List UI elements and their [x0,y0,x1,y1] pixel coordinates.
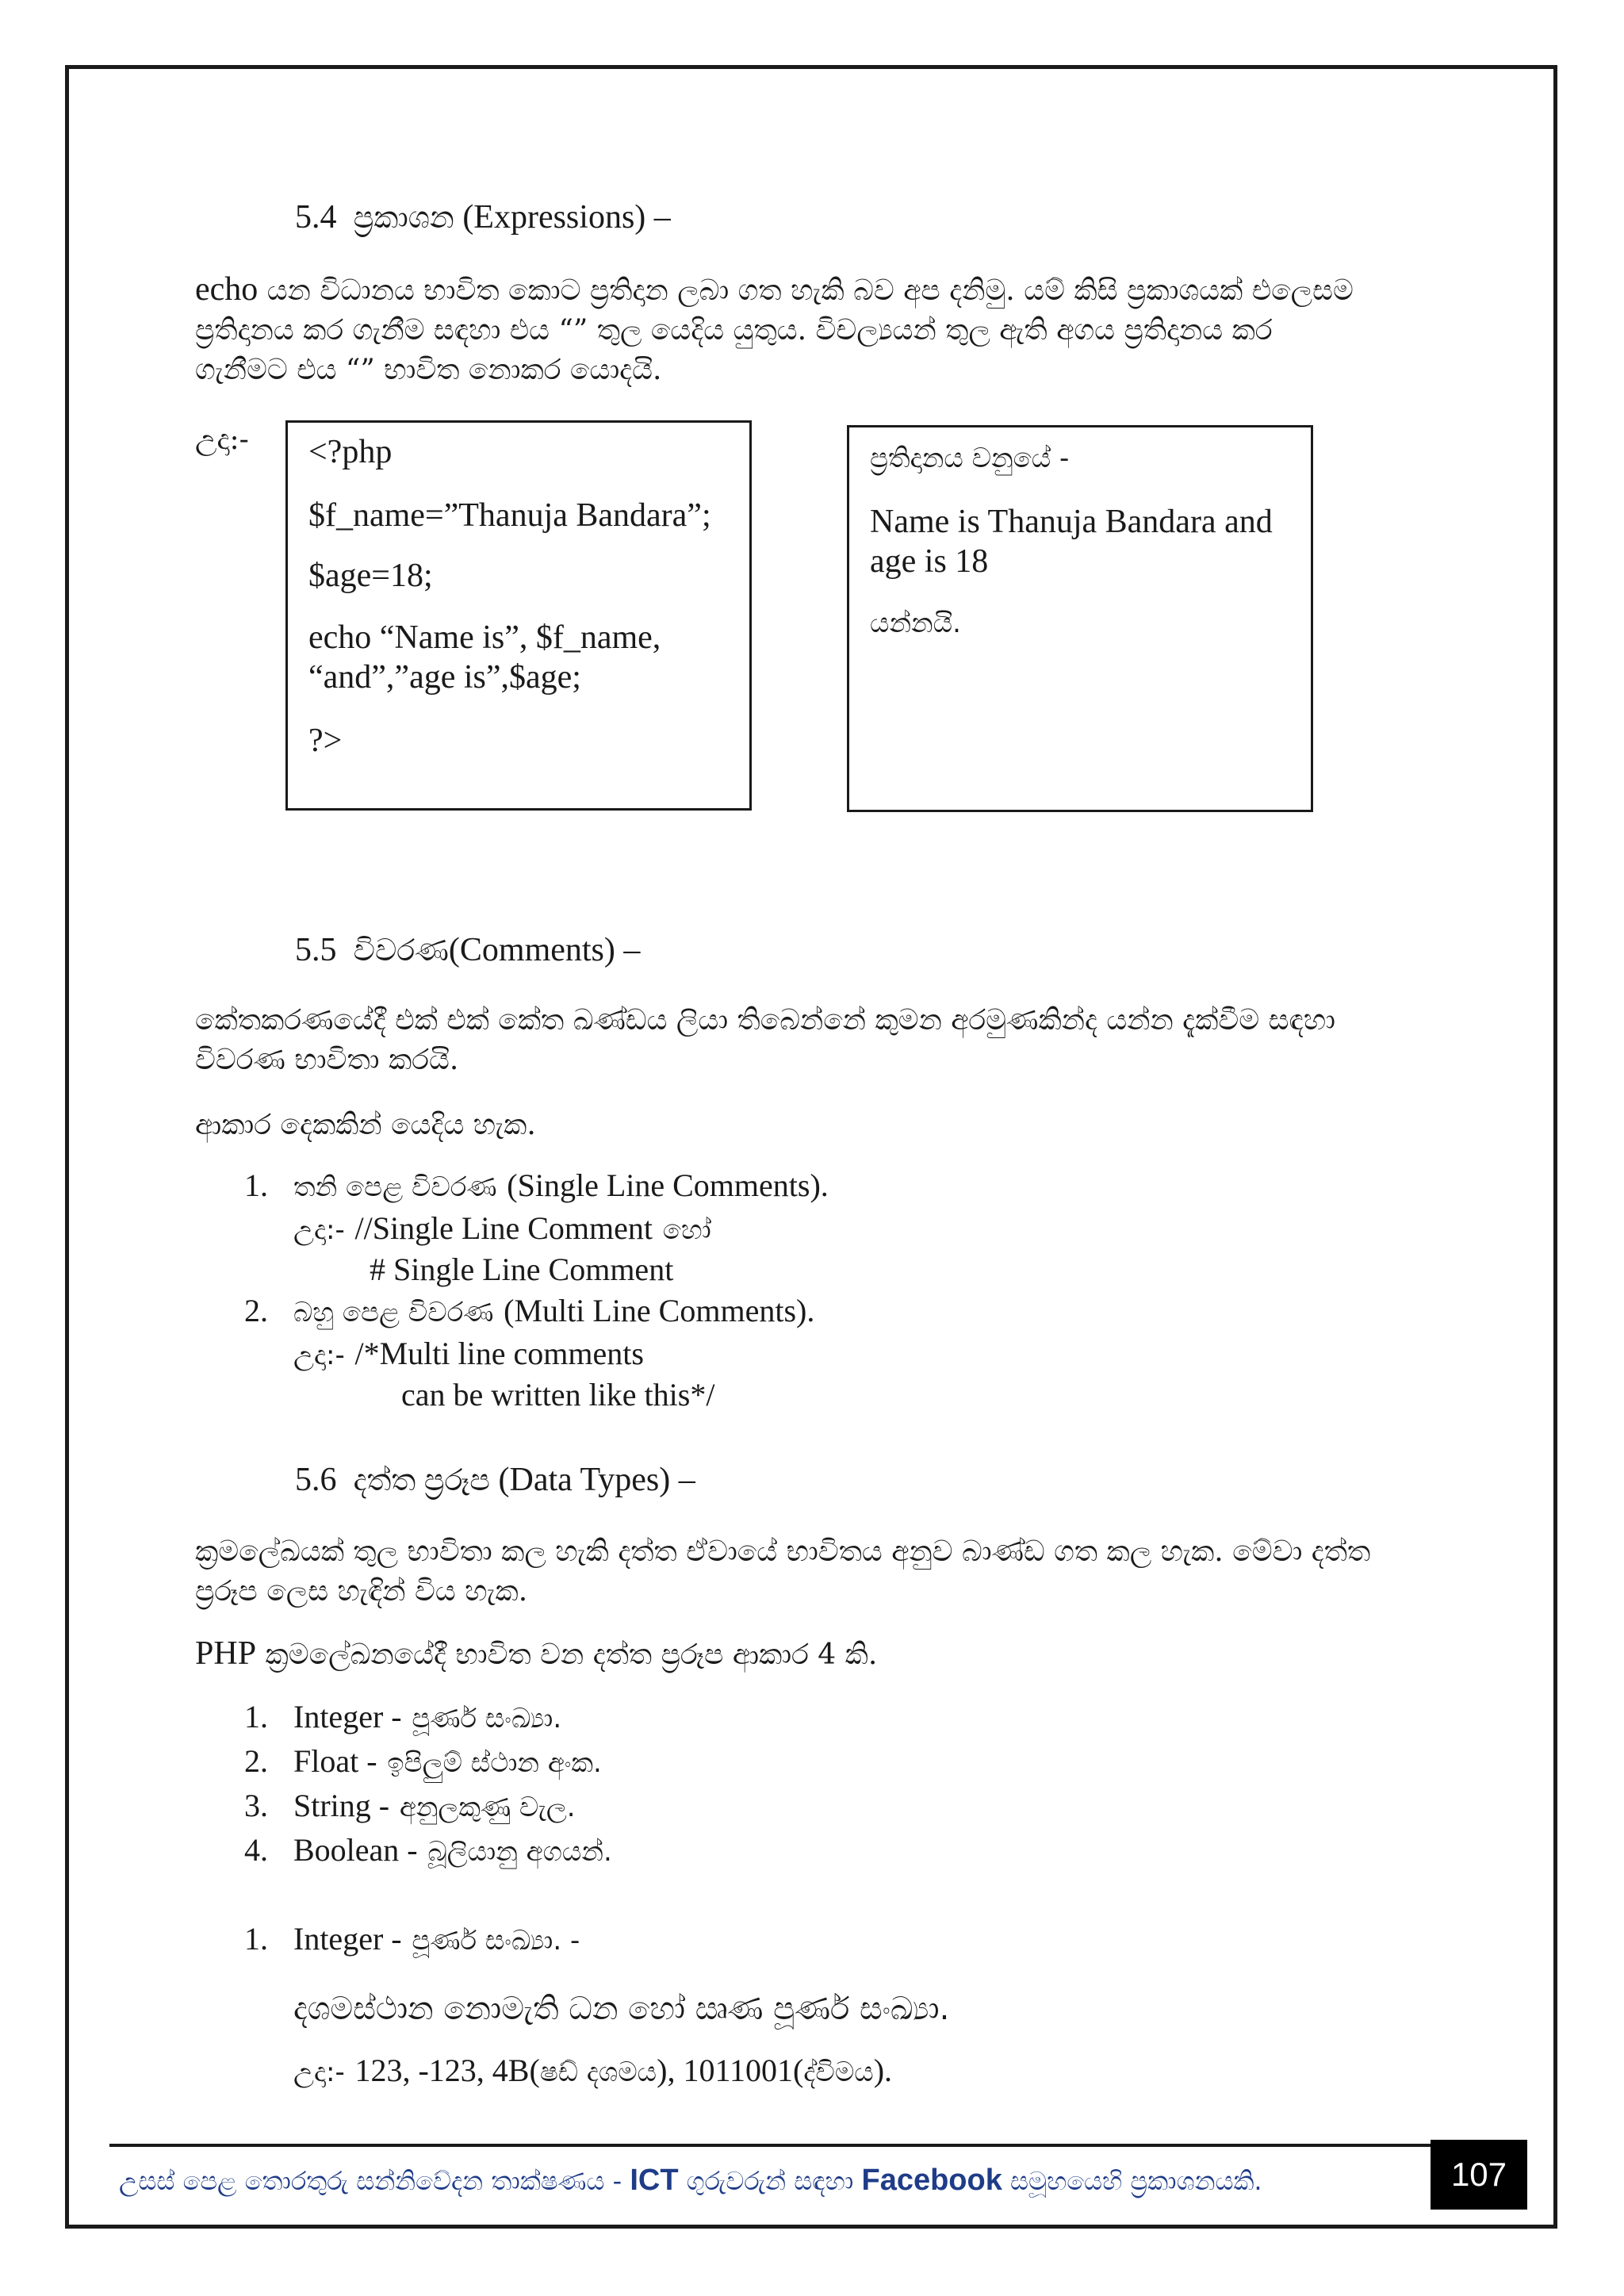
example-line: can be written like this*/ [401,1377,715,1412]
output-text: Name is Thanuja Bandara and [870,504,1273,540]
example-line: උදා:- //Single Line Comment හෝ [293,1210,711,1246]
integer-example: උදා:- 123, -123, 4B(ෂඩ් දශමය), 1011001(ද්විමය). [293,2053,893,2088]
example-line: # Single Line Comment [370,1251,674,1287]
example-line: උදා:- /*Multi line comments [293,1336,644,1371]
code-line: echo “Name is”, $f_name, [308,619,661,656]
section-5-4-paragraph: echo යන විධානය භාවිත කොට ප්‍රතිදාන ලබා ගත හැකි බව අප දනිමු. යම් කිසි ප්‍රකාශයක් එලෙසම ප්‍රතිදානය කර ගැනීම සඳහා එය “” තුල යෙදිය යුතුය. විචල්‍යයන් තුල ඇති අගය ප්‍රතිදානය කර ගැනීමට එය “” භාවිත නොකර යොදයි. [195,271,1354,386]
integer-detail-text: දශමස්ථාන නොමැති ධන හෝ ඍණ පූර්ණ සංඛ්‍යා. [293,1991,950,2027]
footer-text: උසස් පෙළ තොරතුරු සන්නිවේදන තාක්ෂණය - ICT ගුරුවරුන් සඳහා Facebook සමූහයෙහි ප්‍රකාශනයකි. [119,2164,1262,2197]
output-text: age is 18 [870,543,989,580]
section-5-5-paragraph: කේතකරණයේදී එක් එක් කේත ඛණ්ඩය ලියා තිබෙන්නේ කුමන අරමුණකින්ද යන්න දැක්වීම සඳහා විවරණ භාවිතා කරයි. [195,1004,1336,1076]
output-box [847,425,1313,812]
code-line: $age=18; [308,558,433,594]
section-5-4-heading: 5.4 ප්‍රකාශන (Expressions) – [295,199,671,236]
output-suffix: යන්නයි. [870,608,961,639]
code-line: <?php [308,434,393,470]
code-example-box [285,420,752,811]
code-line: $f_name=”Thanuja Bandara”; [308,497,711,534]
code-line: ?> [308,723,343,759]
section-5-6-heading: 5.6 දත්ත ප්‍රරූප (Data Types) – [295,1462,695,1498]
section-5-5-subtext: ආකාර දෙකකින් යෙදිය හැක. [195,1109,536,1141]
example-label: උදා:- [195,424,249,456]
section-5-6-paragraph: ක්‍රමලේඛයක් තුල භාවිතා කල හැකි දත්ත ඒවායේ භාවිතය අනුව බාණ්ඩ ගත කල හැක. මේවා දත්ත ප්‍රරූප ලෙස හැඳින් විය හැක. [195,1535,1371,1608]
footer-divider [109,2144,1450,2147]
code-line: “and”,”age is”,$age; [308,659,581,696]
section-5-6-subtext: PHP ක්‍රමලේඛනයේදී භාවිත වන දත්ත ප්‍රරූප ආකාර 4 කි. [195,1635,878,1672]
output-heading: ප්‍රතිදානය වනුයේ - [870,443,1070,474]
section-5-5-heading: 5.5 විවරණ(Comments) – [295,932,641,968]
page-number: 107 [1431,2140,1527,2210]
